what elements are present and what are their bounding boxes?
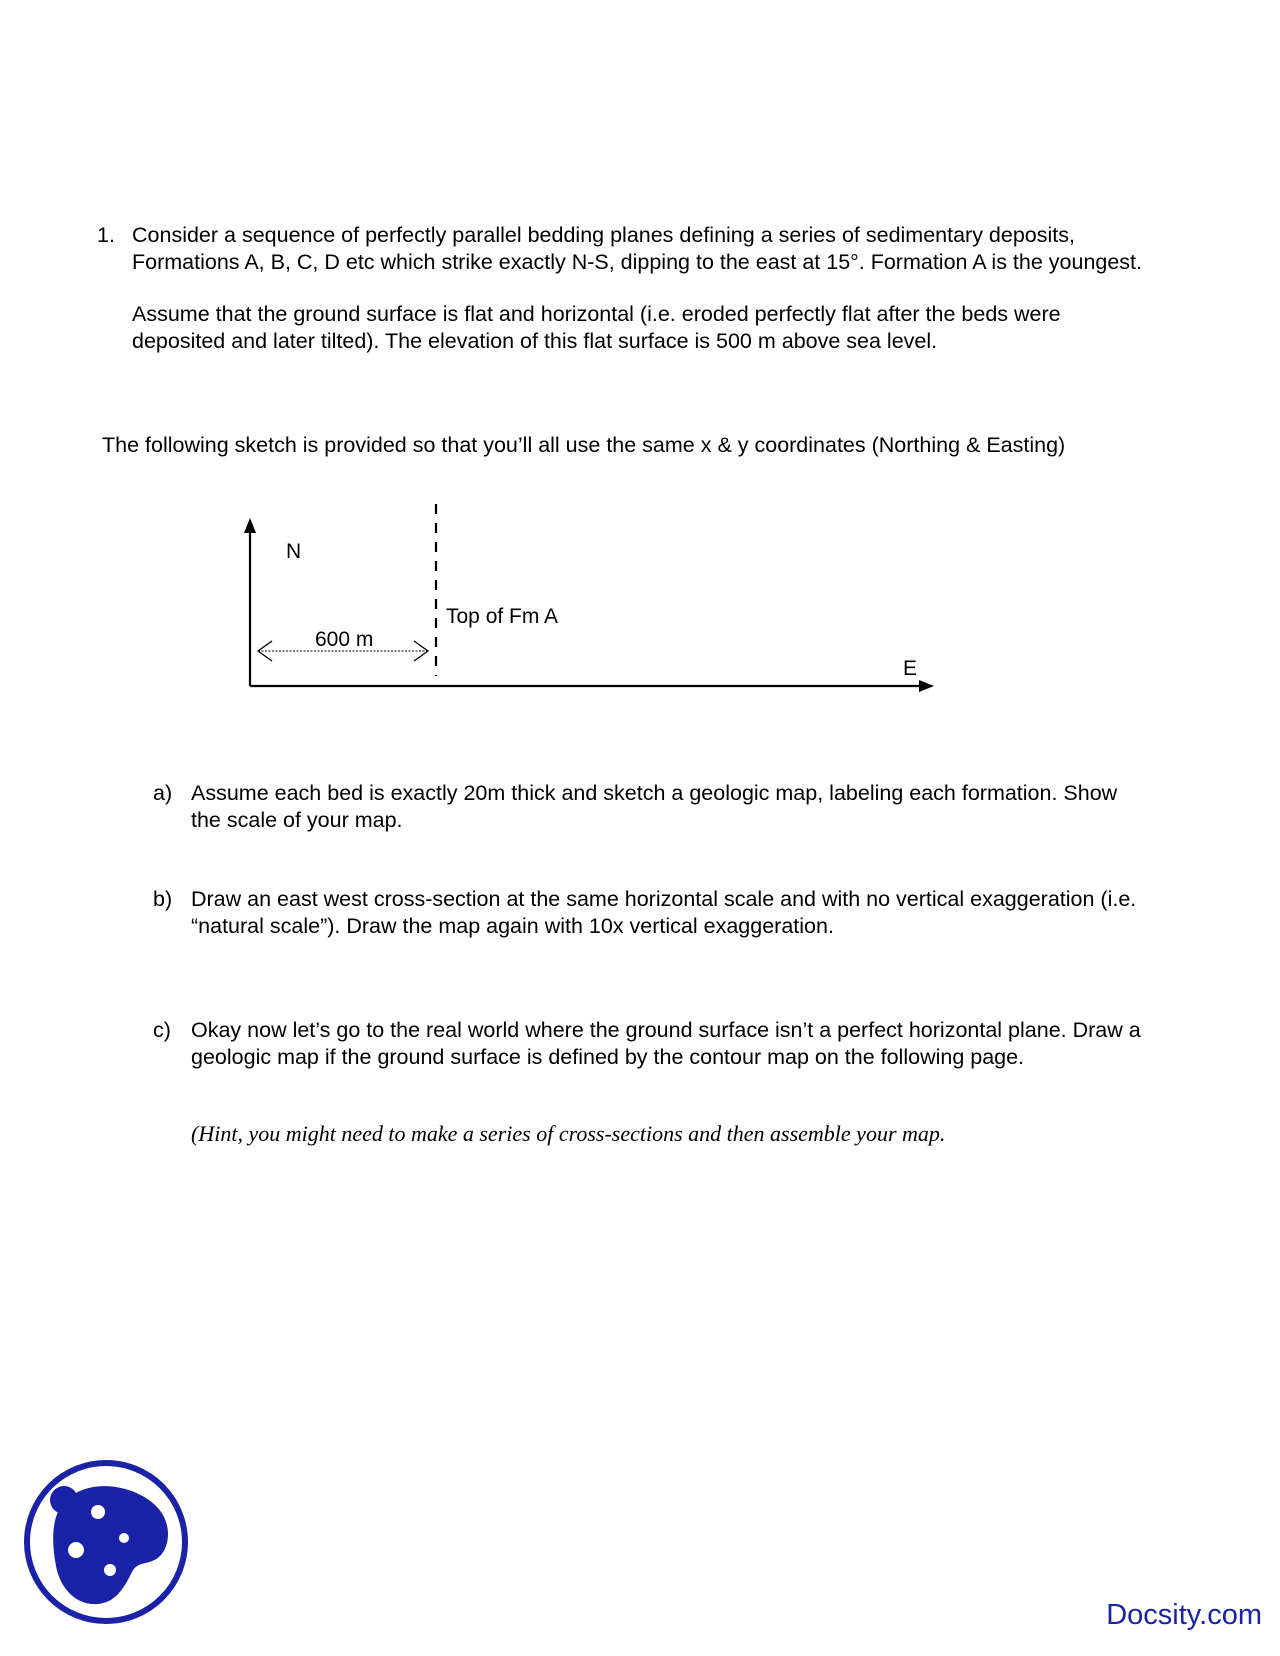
- hint-text: (Hint, you might need to make a series of cross-sections and then assemble your map.: [191, 1121, 946, 1146]
- distance-label: 600 m: [315, 628, 374, 651]
- part-b-letter: b): [153, 887, 173, 911]
- question-number: 1.: [97, 223, 115, 247]
- top-of-fm-a-label: Top of Fm A: [446, 605, 559, 628]
- part-a-letter: a): [153, 781, 173, 805]
- north-arrowhead: [244, 518, 256, 533]
- part-c-text: Okay now let’s go to the real world where the ground surface isn’t a perfect horizontal plane. Draw a geologic map if the ground surface is defined by the contour map on the following page.: [191, 1018, 1141, 1069]
- east-arrowhead: [919, 680, 934, 692]
- part-a-text: Assume each bed is exactly 20m thick and sketch a geologic map, labeling each formation. Show the scale of your map.: [191, 781, 1118, 832]
- docsity-logo-icon[interactable]: [20, 1456, 192, 1628]
- part-c-letter: c): [153, 1018, 171, 1042]
- part-b-text: Draw an east west cross-section at the same horizontal scale and with no vertical exaggeration (i.e. “natural scale”). Draw the map again with 10x vertical exaggeration.: [191, 887, 1137, 938]
- coordinate-sketch: [0, 0, 1280, 760]
- east-label: E: [903, 657, 918, 680]
- sketch-intro: The following sketch is provided so that you’ll all use the same x & y coordinates (Northing & Easting): [102, 433, 1066, 457]
- question-paragraph-2: Assume that the ground surface is flat and horizontal (i.e. eroded perfectly flat after the beds were deposited and later tilted). The elevation of this flat surface is 500 m above sea level.: [132, 302, 1061, 353]
- question-paragraph-1: Consider a sequence of perfectly parallel bedding planes defining a series of sedimentary deposits, Formations A, B, C, D etc which strike exactly N-S, dipping to the east at 15°. Formation A is the youngest.: [132, 223, 1143, 274]
- north-label: N: [286, 540, 302, 563]
- docsity-brand-link[interactable]: Docsity.com: [1106, 1599, 1262, 1631]
